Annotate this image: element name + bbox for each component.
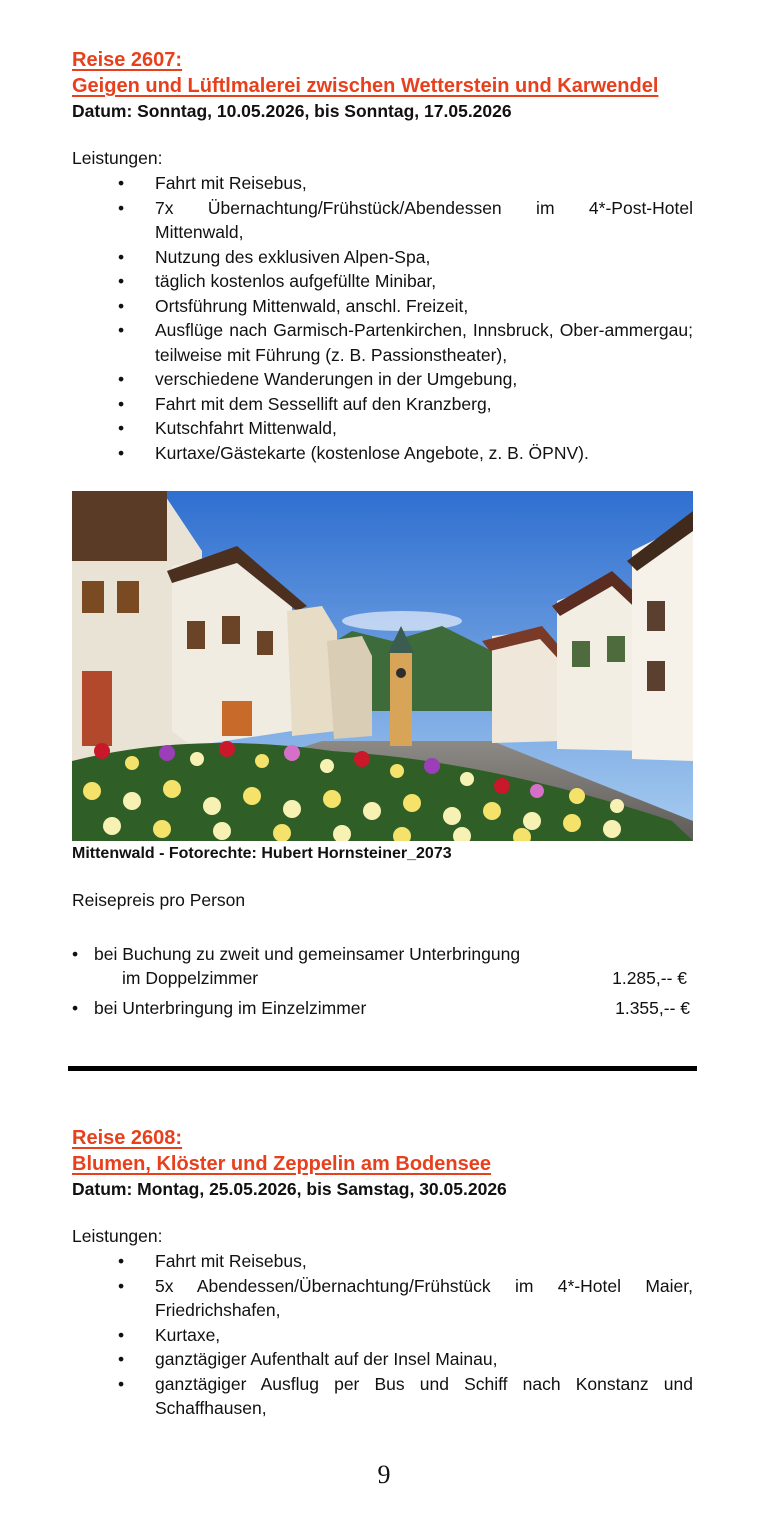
- services-list-2608: [72, 1249, 693, 1421]
- list-item: • 7x Übernachtung/Frühstück/Abendessen im 4*-Post-Hotel Mittenwald,: [72, 196, 693, 245]
- price-desc: bei Buchung zu zweit und gemeinsamer Unterbringung: [94, 944, 521, 964]
- trip-2607-header: [72, 47, 696, 123]
- price-row-double: [72, 942, 690, 992]
- list-item: • Fahrt mit Reisebus,: [72, 171, 693, 196]
- trip-number: Reise 2607:: [72, 49, 183, 71]
- price-heading: Reisepreis pro Person: [72, 890, 246, 910]
- trip-date: Datum: Sonntag, 10.05.2026, bis Sonntag, 17.05.2026: [72, 101, 512, 121]
- price-amount: 1.355,-- €: [615, 998, 690, 1018]
- list-item: • Ausflüge nach Garmisch-Partenkirchen, Innsbruck, Ober-ammergau; teilweise mit Führung (z. B. Passionstheater),: [72, 318, 693, 367]
- list-item: • Kurtaxe,: [72, 1323, 693, 1348]
- list-item: • Fahrt mit Reisebus,: [72, 1249, 693, 1274]
- page-number: 9: [377, 1460, 391, 1489]
- list-item: • Ortsführung Mittenwald, anschl. Freizeit,: [72, 294, 693, 319]
- list-item: • Kutschfahrt Mittenwald,: [72, 416, 693, 441]
- list-item: • verschiedene Wanderungen in der Umgebung,: [72, 367, 693, 392]
- list-item: • täglich kostenlos aufgefüllte Minibar,: [72, 269, 693, 294]
- list-item: • Kurtaxe/Gästekarte (kostenlose Angebote, z. B. ÖPNV).: [72, 441, 693, 466]
- list-item: • Fahrt mit dem Sessellift auf den Kranzberg,: [72, 392, 693, 417]
- trip-2608-header: [72, 1125, 696, 1201]
- bullet: •: [72, 944, 79, 964]
- photo-caption: Mittenwald - Fotorechte: Hubert Hornsteiner_2073: [72, 845, 452, 862]
- list-item: • ganztägiger Aufenthalt auf der Insel Mainau,: [72, 1347, 693, 1372]
- trip-number: Reise 2608:: [72, 1127, 183, 1149]
- price-row-single: [72, 996, 690, 1020]
- list-item: • ganztägiger Ausflug per Bus und Schiff nach Konstanz und Schaffhausen,: [72, 1372, 693, 1421]
- list-item: • 5x Abendessen/Übernachtung/Frühstück im 4*-Hotel Maier, Friedrichshafen,: [72, 1274, 693, 1323]
- bullet: •: [72, 998, 79, 1018]
- price-desc-line2: im Doppelzimmer: [122, 968, 259, 988]
- services-label: Leistungen:: [72, 148, 163, 168]
- trip-title: Blumen, Klöster und Zeppelin am Bodensee: [72, 1153, 491, 1175]
- mittenwald-photo: [72, 491, 693, 841]
- price-desc: bei Unterbringung im Einzelzimmer: [94, 998, 367, 1018]
- trip-date: Datum: Montag, 25.05.2026, bis Samstag, 30.05.2026: [72, 1179, 507, 1199]
- services-list-2607: [72, 171, 693, 465]
- trip-title: Geigen und Lüftlmalerei zwischen Wetterstein und Karwendel: [72, 75, 659, 97]
- price-amount: 1.285,-- €: [612, 968, 687, 988]
- list-item: • Nutzung des exklusiven Alpen-Spa,: [72, 245, 693, 270]
- services-label: Leistungen:: [72, 1226, 163, 1246]
- section-divider: [68, 1066, 697, 1071]
